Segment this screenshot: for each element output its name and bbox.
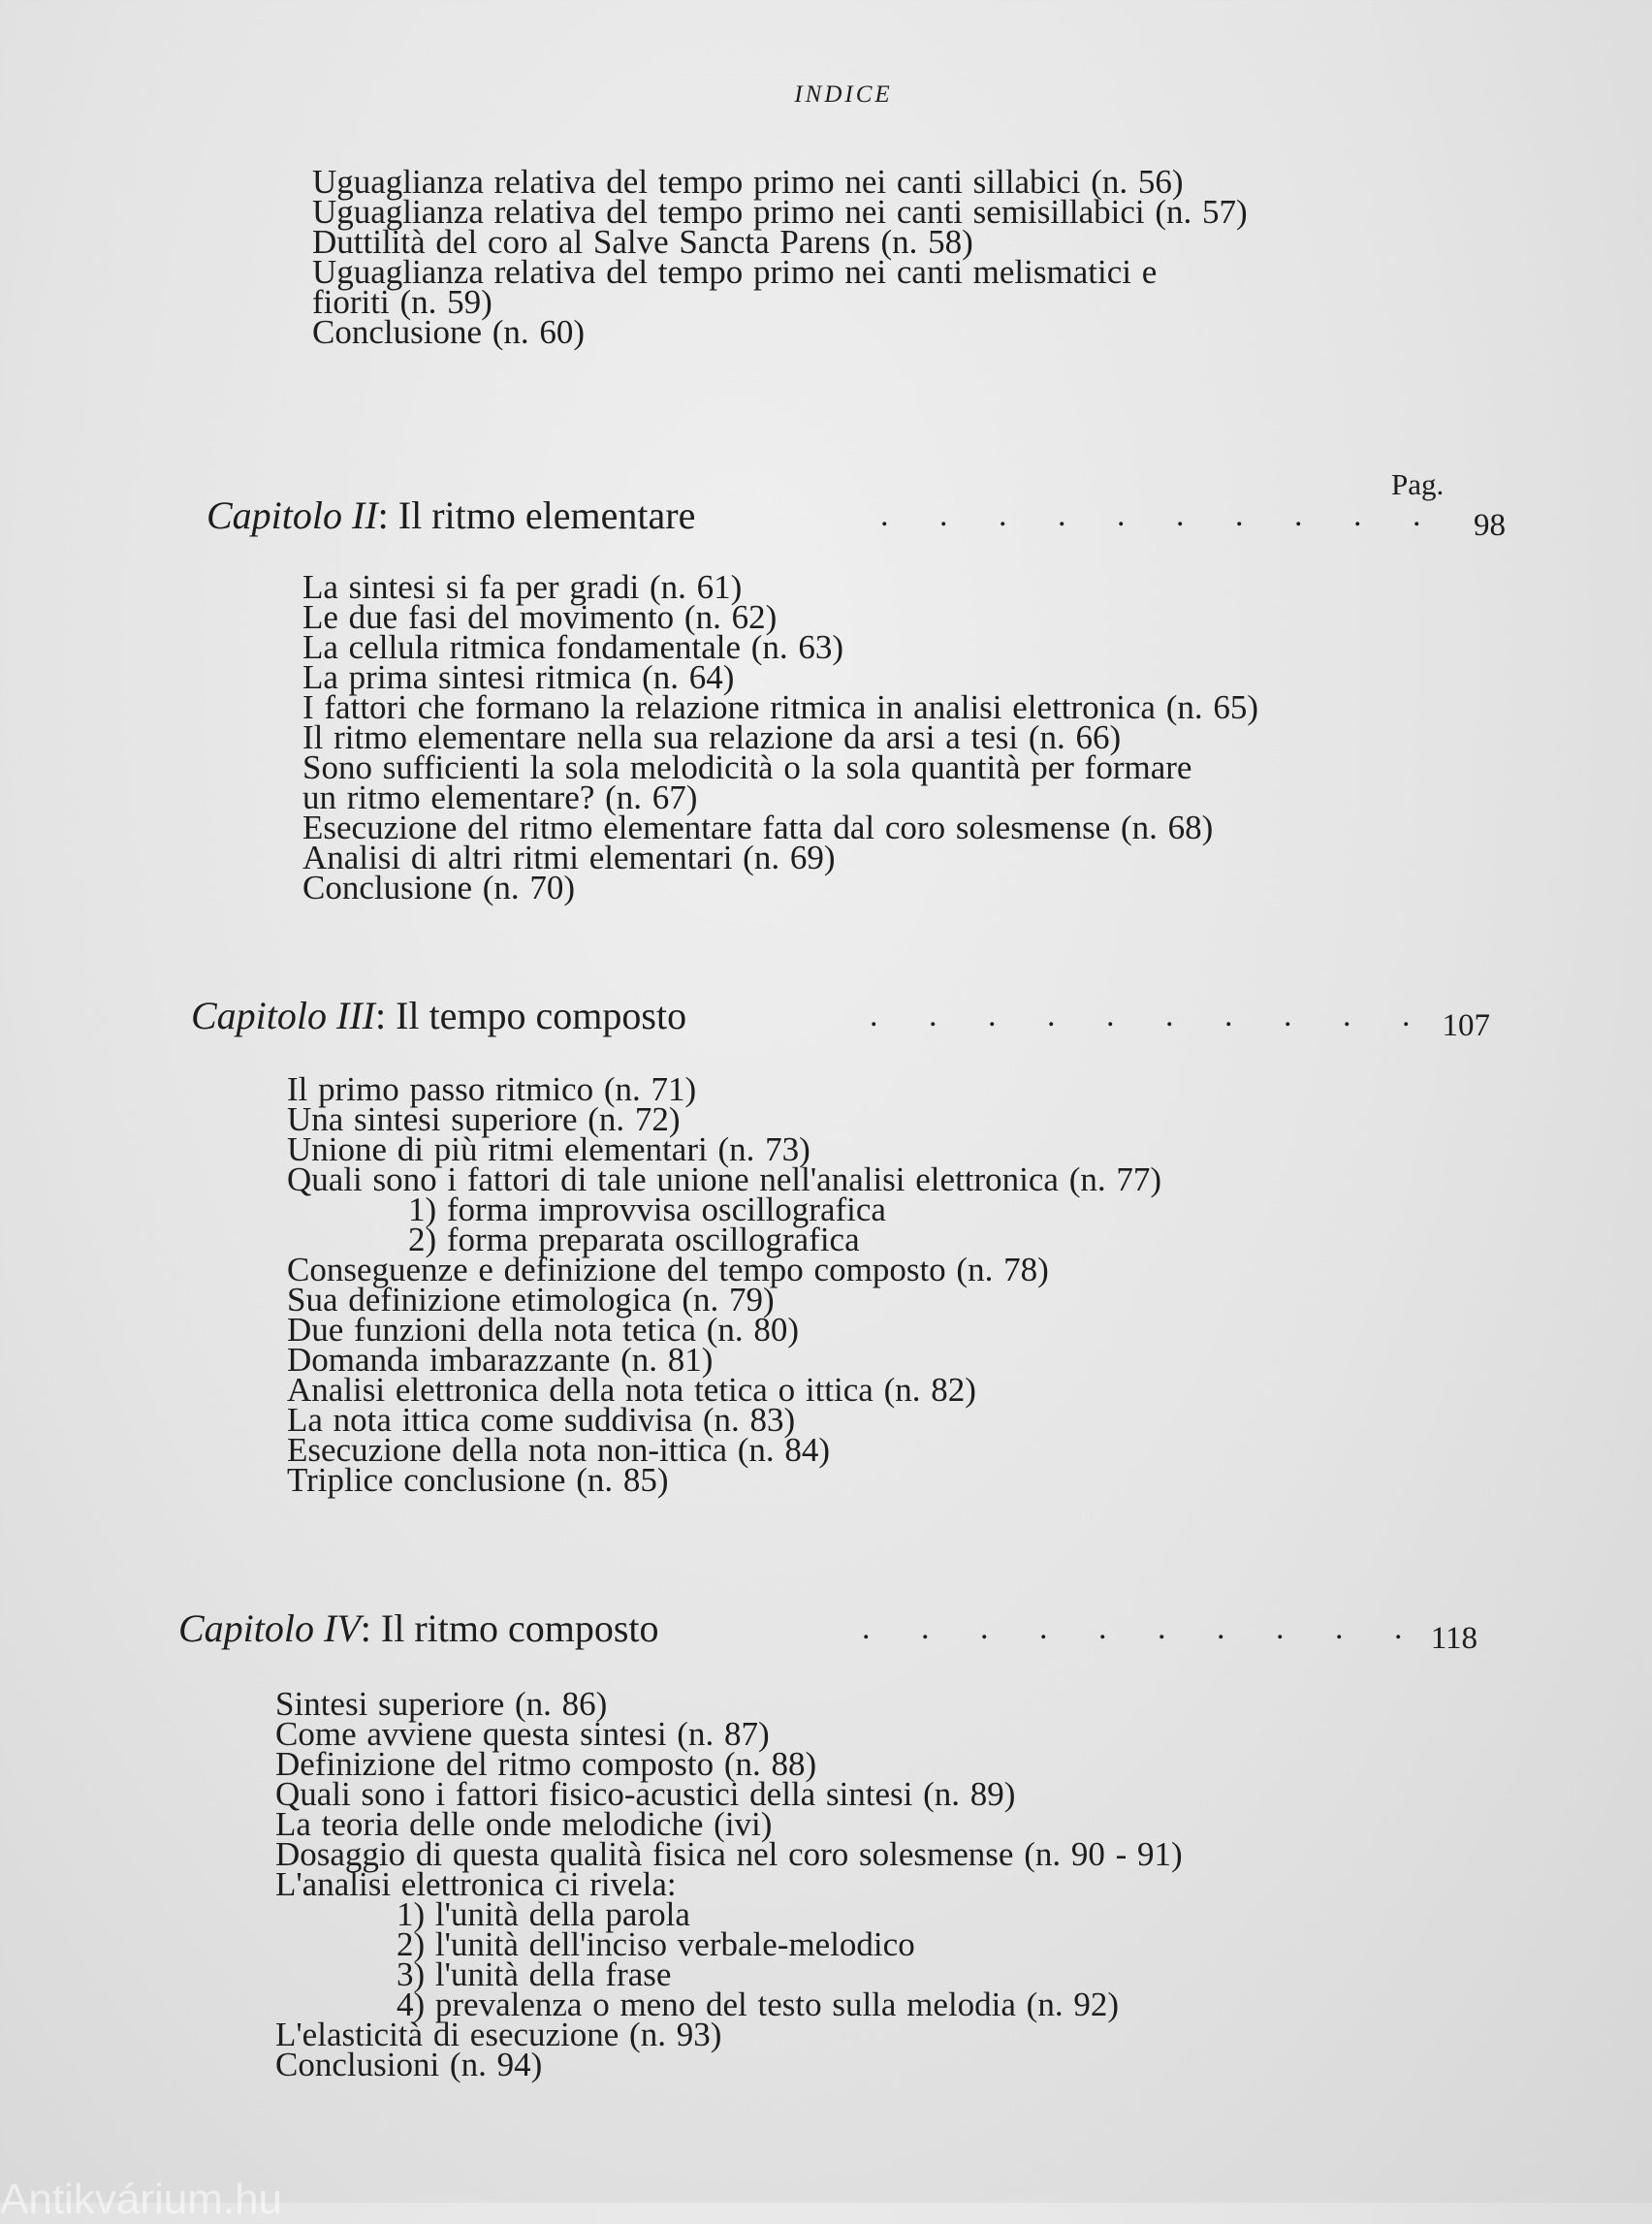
list-item: L'analisi elettronica ci rivela: bbox=[275, 1865, 677, 1903]
list-item: Le due fasi del movimento (n. 62) bbox=[302, 598, 778, 636]
top-entries-list bbox=[312, 163, 1248, 351]
list-item: Come avviene questa sintesi (n. 87) bbox=[275, 1715, 770, 1753]
dot-leaders: . . . . . . . . . . bbox=[870, 998, 1432, 1033]
list-item: 3) l'unità della frase bbox=[397, 1955, 672, 1993]
list-item: L'elasticità di esecuzione (n. 93) bbox=[275, 2016, 722, 2053]
list-item: Il primo passo ritmico (n. 71) bbox=[287, 1070, 697, 1108]
list-item: Due funzioni della nota tetica (n. 80) bbox=[287, 1311, 800, 1349]
list-item: Dosaggio di questa qualità fisica nel coro solesmense (n. 90 - 91) bbox=[275, 1835, 1183, 1873]
chapter-label: Capitolo IV bbox=[178, 1606, 361, 1650]
chapter-page-number: 118 bbox=[1430, 1621, 1477, 1656]
list-item: 2) forma preparata oscillografica bbox=[408, 1221, 860, 1258]
list-item: Una sintesi superiore (n. 72) bbox=[287, 1100, 681, 1138]
chapter-title: Il ritmo elementare bbox=[397, 493, 696, 537]
list-item: Analisi elettronica della nota tetica o ittica (n. 82) bbox=[287, 1371, 976, 1409]
chapter-label: Capitolo II bbox=[206, 493, 378, 537]
list-item: Conclusione (n. 70) bbox=[302, 869, 576, 906]
running-head: INDICE bbox=[794, 81, 893, 108]
chapter-heading-4: Capitolo IV: Il ritmo composto . . . . . . . . . . 118 bbox=[178, 1604, 1477, 1653]
chapter-page-number: 98 bbox=[1474, 508, 1506, 543]
list-item: Sintesi superiore (n. 86) bbox=[275, 1685, 608, 1723]
list-item: La teoria delle onde melodiche (ivi) bbox=[275, 1805, 773, 1843]
list-item: 1) forma improvvisa oscillografica bbox=[408, 1191, 886, 1228]
dot-leaders: . . . . . . . . . . bbox=[862, 1610, 1424, 1646]
chapter-heading-3: Capitolo III: Il tempo composto . . . . . . . . . . 107 bbox=[191, 992, 1490, 1040]
list-item: Uguaglianza relativa del tempo primo nei canti semisillabici (n. 57) bbox=[312, 193, 1248, 231]
chapter-title: Il tempo composto bbox=[396, 994, 687, 1037]
list-item: Il ritmo elementare nella sua relazione da arsi a tesi (n. 66) bbox=[302, 718, 1122, 756]
list-item: Unione di più ritmi elementari (n. 73) bbox=[287, 1130, 810, 1168]
list-item: Conseguenze e definizione del tempo composto (n. 78) bbox=[287, 1251, 1049, 1288]
list-item: Esecuzione del ritmo elementare fatta dal coro solesmense (n. 68) bbox=[302, 809, 1214, 846]
list-item: fioriti (n. 59) bbox=[312, 283, 492, 321]
list-item: I fattori che formano la relazione ritmica in analisi elettronica (n. 65) bbox=[302, 688, 1259, 726]
list-item: Domanda imbarazzante (n. 81) bbox=[287, 1341, 714, 1379]
list-item: Uguaglianza relativa del tempo primo nei canti melismatici e bbox=[312, 253, 1158, 291]
chapter-page-number: 107 bbox=[1442, 1008, 1490, 1043]
list-item: Sua definizione etimologica (n. 79) bbox=[287, 1281, 775, 1319]
list-item: Conclusioni (n. 94) bbox=[275, 2046, 543, 2083]
chapter-2-entries bbox=[302, 568, 1259, 906]
list-item: Sono sufficienti la sola melodicità o la sola quantità per formare bbox=[302, 748, 1192, 786]
list-item: un ritmo elementare? (n. 67) bbox=[302, 778, 698, 816]
list-item: Uguaglianza relativa del tempo primo nei canti sillabici (n. 56) bbox=[312, 163, 1184, 201]
list-item: Triplice conclusione (n. 85) bbox=[287, 1461, 669, 1499]
list-item: Analisi di altri ritmi elementari (n. 69) bbox=[302, 839, 836, 876]
list-item: 1) l'unità della parola bbox=[397, 1895, 690, 1933]
list-item: 4) prevalenza o meno del testo sulla melodia (n. 92) bbox=[397, 1986, 1119, 2023]
list-item: Quali sono i fattori fisico-acustici della sintesi (n. 89) bbox=[275, 1775, 1016, 1813]
list-item: Definizione del ritmo composto (n. 88) bbox=[275, 1745, 817, 1783]
chapter-3-entries bbox=[287, 1070, 1162, 1499]
chapter-heading-2: Capitolo II: Il ritmo elementare . . . . . . . . . . 98 bbox=[206, 492, 1506, 540]
list-item: Esecuzione della nota non-ittica (n. 84) bbox=[287, 1431, 831, 1469]
list-item: La sintesi si fa per gradi (n. 61) bbox=[302, 568, 743, 606]
list-item: La prima sintesi ritmica (n. 64) bbox=[302, 658, 735, 696]
watermark: Antikvárium.hu bbox=[0, 2176, 283, 2223]
chapter-title: Il ritmo composto bbox=[380, 1606, 659, 1650]
page-column-label: Pag. bbox=[1391, 467, 1445, 501]
list-item: La nota ittica come suddivisa (n. 83) bbox=[287, 1401, 796, 1439]
chapter-4-entries bbox=[275, 1685, 1183, 2083]
list-item: 2) l'unità dell'inciso verbale-melodico bbox=[397, 1925, 915, 1963]
list-item: Conclusione (n. 60) bbox=[312, 313, 586, 351]
chapter-label: Capitolo III bbox=[191, 994, 375, 1037]
list-item: Quali sono i fattori di tale unione nell'analisi elettronica (n. 77) bbox=[287, 1160, 1162, 1198]
dot-leaders: . . . . . . . . . . bbox=[880, 497, 1443, 533]
list-item: Duttilità del coro al Salve Sancta Parens (n. 58) bbox=[312, 223, 973, 261]
list-item: La cellula ritmica fondamentale (n. 63) bbox=[302, 628, 844, 666]
